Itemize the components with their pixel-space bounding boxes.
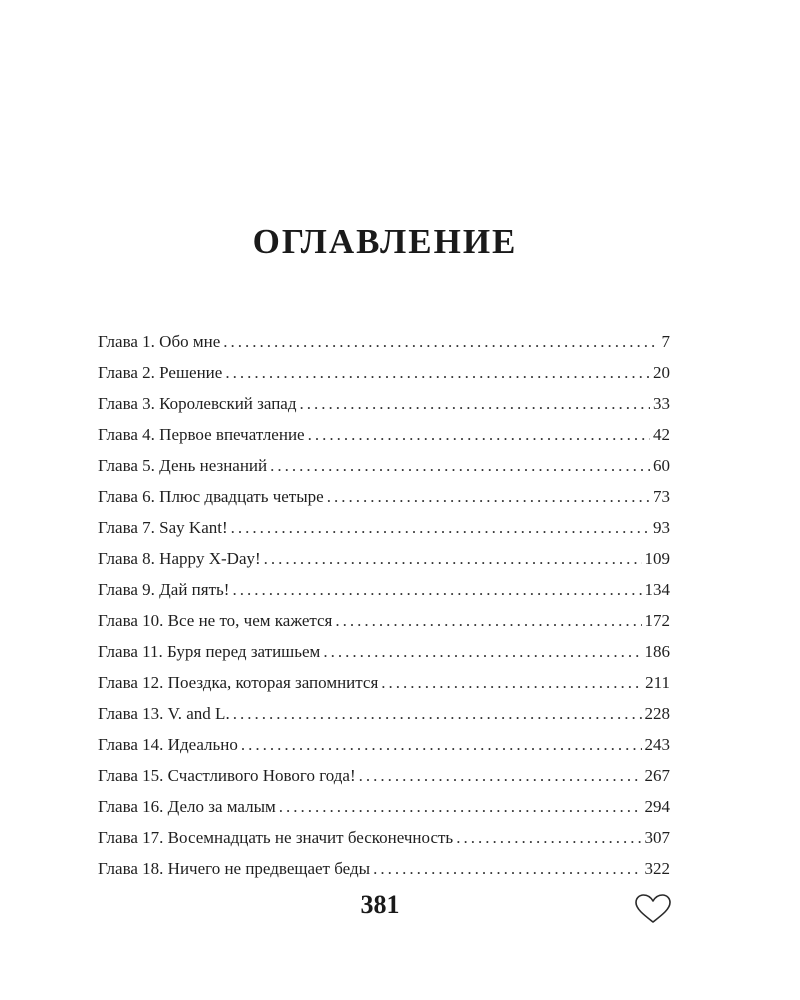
toc-entry-page: 7 — [661, 332, 670, 351]
dot-leader — [231, 512, 650, 543]
dot-leader — [359, 760, 642, 791]
toc-entry — [98, 698, 670, 729]
toc-entry-label: Глава 11. Буря перед затишьем — [98, 642, 321, 661]
toc-entry-label: Глава 15. Счастливого Нового года! — [98, 766, 356, 785]
toc-entry — [98, 605, 670, 636]
dot-leader — [381, 667, 642, 698]
page-number: 381 — [360, 890, 400, 919]
toc-entry — [98, 760, 670, 791]
dot-leader — [225, 357, 650, 388]
toc-entry — [98, 450, 670, 481]
toc-entry-label: Глава 16. Дело за малым — [98, 797, 276, 816]
toc-entry — [98, 791, 670, 822]
toc-entry — [98, 481, 670, 512]
toc-entry-page: 322 — [644, 859, 670, 878]
toc-entry — [98, 729, 670, 760]
toc-entry-label: Глава 12. Поездка, которая запомнится — [98, 673, 379, 692]
toc-entry-label: Глава 7. Say Kant! — [98, 518, 228, 537]
heart-outline-icon — [634, 893, 672, 925]
toc-entry-page: 93 — [653, 518, 670, 537]
toc-entry-label: Глава 4. Первое впечатление — [98, 425, 305, 444]
toc-entry — [98, 326, 670, 357]
dot-leader — [241, 729, 642, 760]
toc-entry-page: 228 — [644, 704, 670, 723]
toc-entry-page: 267 — [644, 766, 670, 785]
toc-entry-label: Глава 9. Дай пять! — [98, 580, 230, 599]
dot-leader — [223, 326, 658, 357]
dot-leader — [264, 543, 642, 574]
toc-entry — [98, 574, 670, 605]
toc-entry-label: Глава 6. Плюс двадцать четыре — [98, 487, 324, 506]
toc-entry — [98, 357, 670, 388]
toc-entry-label: Глава 1. Обо мне — [98, 332, 221, 351]
dot-leader — [335, 605, 641, 636]
toc-entry — [98, 667, 670, 698]
dot-leader — [308, 419, 650, 450]
toc-entry-page: 33 — [653, 394, 670, 413]
toc-entry-label: Глава 2. Решение — [98, 363, 223, 382]
toc-entry — [98, 636, 670, 667]
dot-leader — [323, 636, 641, 667]
toc-entry-label: Глава 10. Все не то, чем кажется — [98, 611, 333, 630]
toc-entry-label: Глава 13. V. and L. — [98, 704, 230, 723]
dot-leader — [233, 698, 642, 729]
dot-leader — [270, 450, 650, 481]
toc-entry — [98, 543, 670, 574]
toc-entry-page: 109 — [644, 549, 670, 568]
toc-entry-label: Глава 18. Ничего не предвещает беды — [98, 859, 371, 878]
page-title: ОГЛАВЛЕНИЕ — [252, 222, 518, 261]
toc-entry-label: Глава 3. Королевский запад — [98, 394, 297, 413]
toc-entry-page: 294 — [644, 797, 670, 816]
dot-leader — [232, 574, 641, 605]
dot-leader — [299, 388, 650, 419]
toc-entry-page: 172 — [644, 611, 670, 630]
toc-entry-page: 307 — [644, 828, 670, 847]
toc-entry-label: Глава 14. Идеально — [98, 735, 238, 754]
toc-entry — [98, 419, 670, 450]
dot-leader — [373, 853, 641, 884]
toc-entry-label: Глава 5. День незнаний — [98, 456, 268, 475]
toc-entry-page: 186 — [644, 642, 670, 661]
toc-entry-label: Глава 8. Happy X-Day! — [98, 549, 261, 568]
toc-entry-page: 60 — [653, 456, 670, 475]
dot-leader — [456, 822, 641, 853]
toc-entry-label: Глава 17. Восемнадцать не значит бесконечность — [98, 828, 454, 847]
toc-entry — [98, 822, 670, 853]
toc-entry-page: 42 — [653, 425, 670, 444]
toc-entry-page: 211 — [645, 673, 670, 692]
toc-entry-page: 73 — [653, 487, 670, 506]
table-of-contents — [98, 326, 670, 884]
toc-entry — [98, 853, 670, 884]
toc-entry-page: 20 — [653, 363, 670, 382]
toc-entry-page: 134 — [644, 580, 670, 599]
dot-leader — [327, 481, 650, 512]
dot-leader — [279, 791, 642, 822]
toc-entry-page: 243 — [644, 735, 670, 754]
toc-entry — [98, 388, 670, 419]
toc-entry — [98, 512, 670, 543]
